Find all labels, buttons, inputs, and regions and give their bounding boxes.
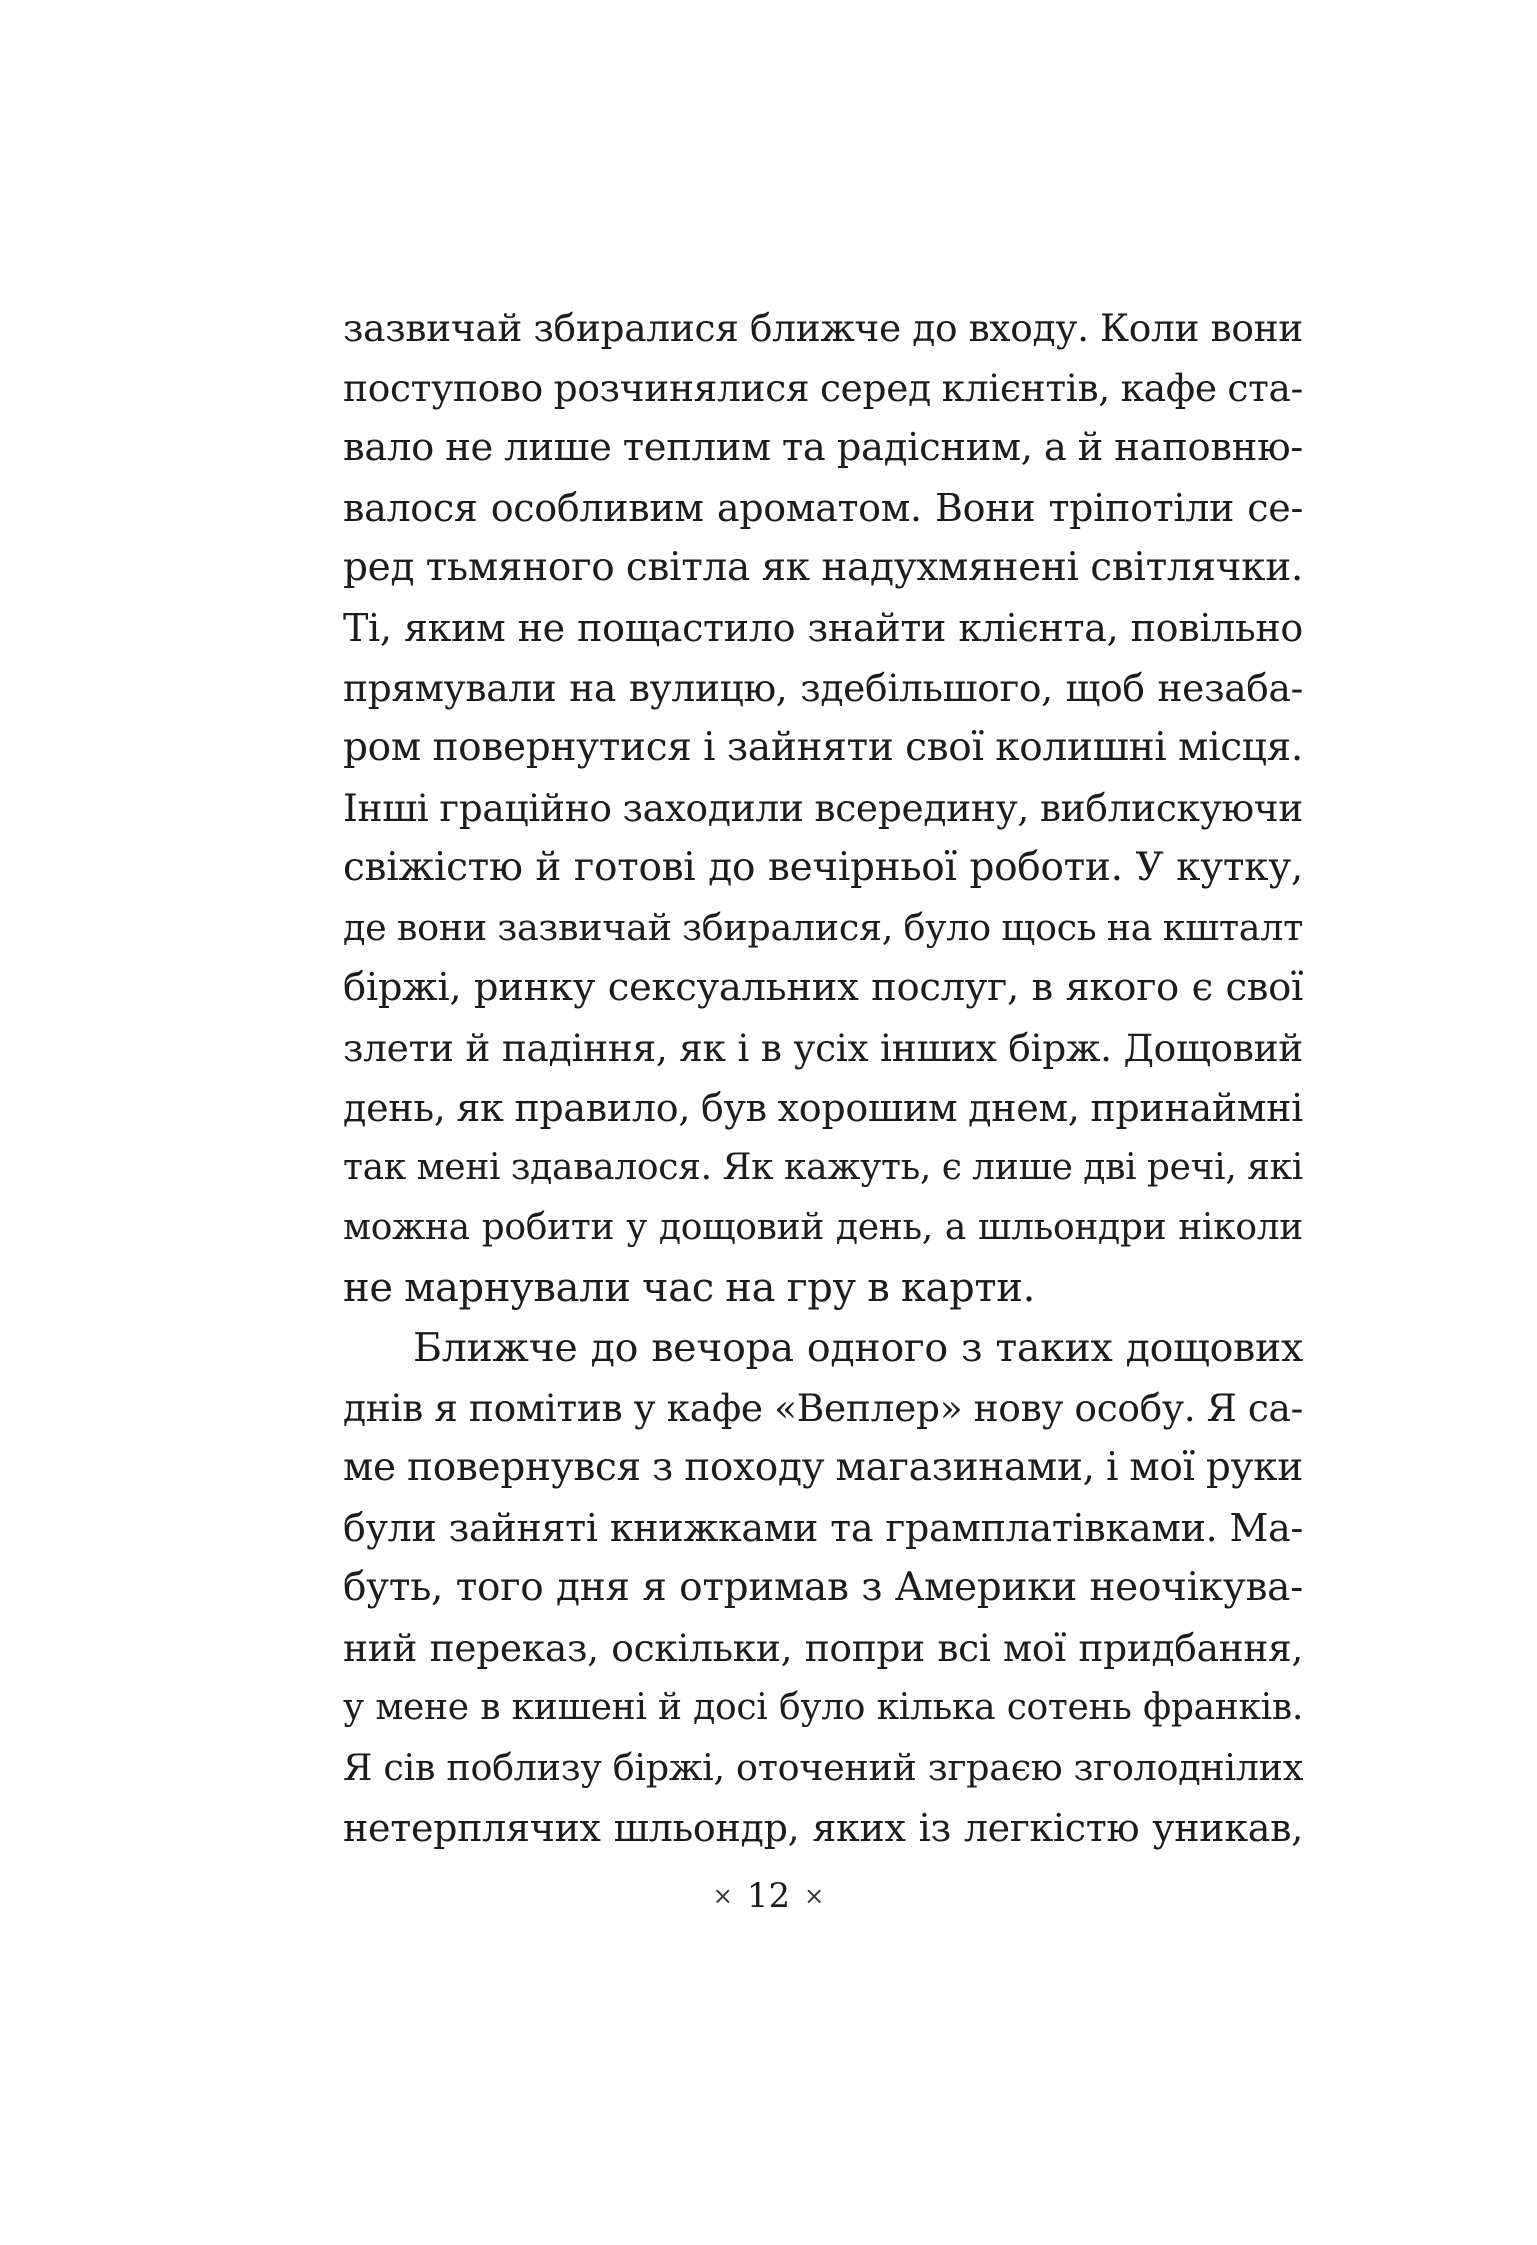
text-line: не марнували час на гру в карти. xyxy=(343,1265,1035,1311)
text-line: Інші граційно заходили всередину, виблискуючи xyxy=(343,786,1303,830)
text-line: у мене в кишені й досі було кілька сотень франків. xyxy=(343,1687,1303,1728)
text-line: зазвичай збиралися ближче до входу. Коли вони xyxy=(343,306,1303,350)
text-line: ний переказ, оскільки, попри всі мої придбання, xyxy=(343,1626,1303,1670)
page-number-footer xyxy=(0,1866,1537,1926)
text-line: де вони зазвичай збиралися, було щось на кшталт xyxy=(343,906,1303,949)
text-line: ром повернутися і зайняти свої колишні місця. xyxy=(343,725,1303,770)
text-line: днів я помітив у кафе «Веплер» нову особу. Я са- xyxy=(343,1386,1303,1430)
paragraph-first-line: Ближче до вечора одного з таких дощових xyxy=(413,1325,1303,1371)
text-line: свіжістю й готові до вечірньої роботи. У кутку, xyxy=(343,845,1303,890)
text-line: були зайняті книжками та грамплатівками. Ма- xyxy=(343,1506,1303,1550)
text-line: злети й падіння, як і в усіх інших бірж. Дощовий xyxy=(343,1026,1303,1070)
text-line: біржі, ринку сексуальних послуг, в якого є свої xyxy=(343,965,1303,1010)
page-number: 12 xyxy=(746,1876,791,1916)
text-line: ред тьмяного світла як надухмянені світлячки. xyxy=(343,545,1303,590)
ornament-right-icon: × xyxy=(804,1882,825,1910)
text-line: день, як правило, був хорошим днем, принаймні xyxy=(343,1086,1303,1130)
text-line: поступово розчинялися серед клієнтів, кафе ста- xyxy=(343,366,1303,410)
text-line: Ті, яким не пощастило знайти клієнта, повільно xyxy=(343,606,1303,650)
text-line: вало не лише теплим та радісним, а й наповню- xyxy=(343,425,1303,470)
text-line: Я сів поблизу біржі, оточений зграєю зголоднілих xyxy=(343,1746,1303,1789)
text-line: можна робити у дощовий день, а шльондри ніколи xyxy=(343,1207,1303,1248)
text-line: нетерплячих шльондр, яких із легкістю уникав, xyxy=(343,1806,1303,1850)
ornament-left-icon: × xyxy=(712,1882,733,1910)
text-line: так мені здавалося. Як кажуть, є лише дві речі, які xyxy=(343,1147,1303,1188)
text-line: буть, того дня я отримав з Америки неочікува- xyxy=(343,1565,1303,1610)
text-line: валося особливим ароматом. Вони тріпотіли се- xyxy=(343,486,1303,530)
text-line: прямували на вулицю, здебільшого, щоб незаба- xyxy=(343,666,1303,710)
text-line: ме повернувся з походу магазинами, і мої руки xyxy=(343,1445,1303,1490)
